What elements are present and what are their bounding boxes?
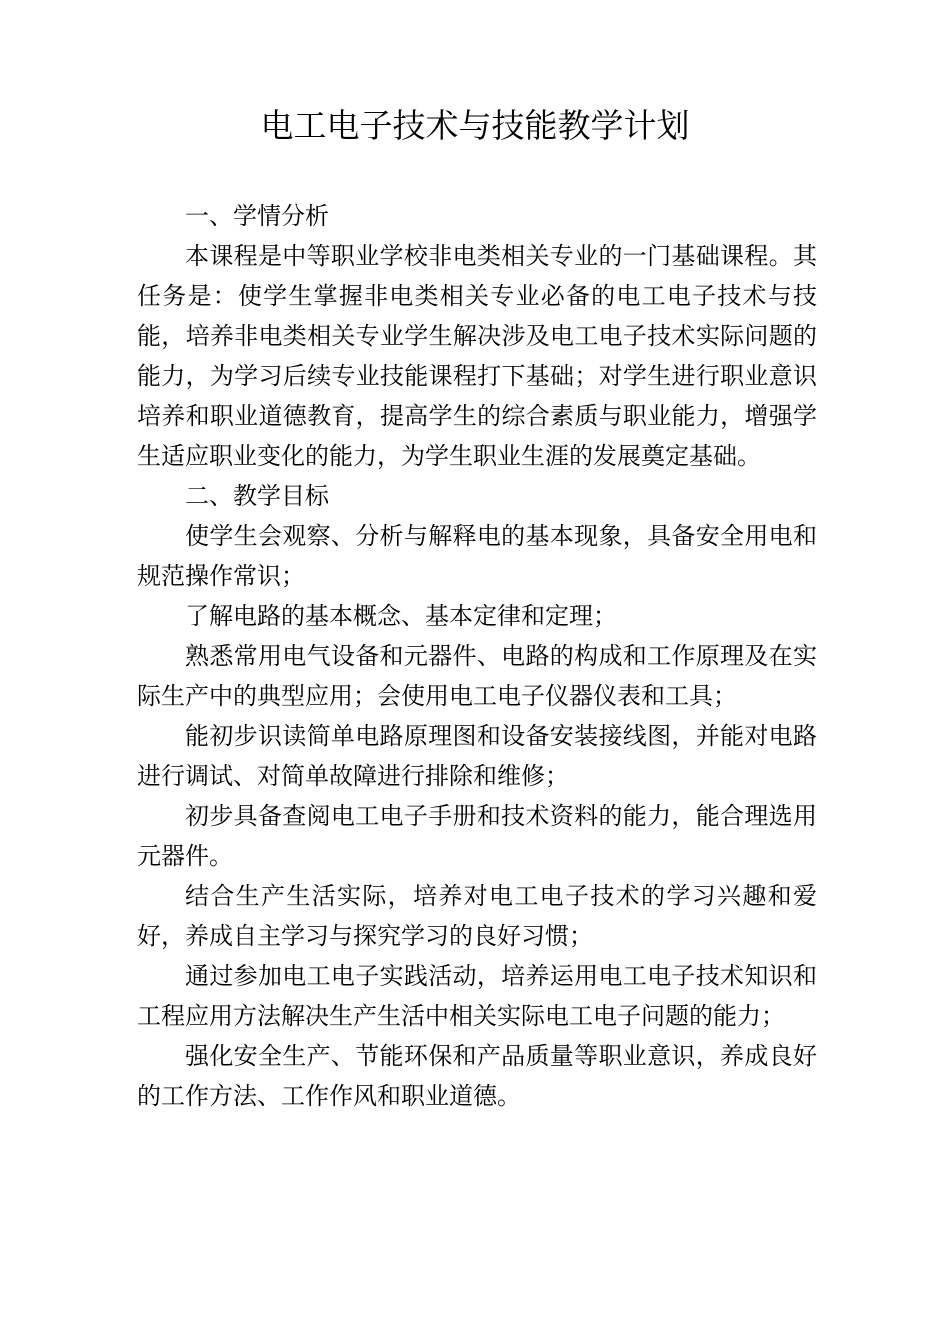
document-body <box>137 196 817 1116</box>
objective-item-2: 了解电路的基本概念、基本定律和定理； <box>185 602 617 630</box>
section-heading-2: 二、教学目标 <box>185 482 329 510</box>
page-title: 电工电子技术与技能教学计划 <box>260 106 690 145</box>
objective-item-1: 使学生会观察、分析与解释电的基本现象，具备安全用电和规范操作常识； <box>137 522 817 590</box>
objective-item-7: 通过参加电工电子实践活动，培养运用电工电子技术知识和工程应用方法解决生产生活中相关实际电工电子问题的能力； <box>137 962 817 1030</box>
section-heading-1: 一、学情分析 <box>185 202 329 230</box>
paragraph-situation-analysis: 本课程是中等职业学校非电类相关专业的一门基础课程。其任务是：使学生掌握非电类相关专业必备的电工电子技术与技能，培养非电类相关专业学生解决涉及电工电子技术实际问题的能力，为学习后续专业技能课程打下基础；对学生进行职业意识培养和职业道德教育，提高学生的综合素质与职业能力，增强学生适应职业变化的能力，为学生职业生涯的发展奠定基础。 <box>137 242 817 470</box>
objective-item-5: 初步具备查阅电工电子手册和技术资料的能力，能合理选用元器件。 <box>137 802 817 870</box>
objective-item-4: 能初步识读简单电路原理图和设备安装接线图，并能对电路进行调试、对简单故障进行排除和维修； <box>137 722 817 790</box>
objective-item-3: 熟悉常用电气设备和元器件、电路的构成和工作原理及在实际生产中的典型应用；会使用电工电子仪器仪表和工具； <box>137 642 817 710</box>
objective-item-8: 强化安全生产、节能环保和产品质量等职业意识，养成良好的工作方法、工作作风和职业道德。 <box>137 1042 817 1110</box>
objective-item-6: 结合生产生活实际，培养对电工电子技术的学习兴趣和爱好，养成自主学习与探究学习的良好习惯； <box>137 882 817 950</box>
